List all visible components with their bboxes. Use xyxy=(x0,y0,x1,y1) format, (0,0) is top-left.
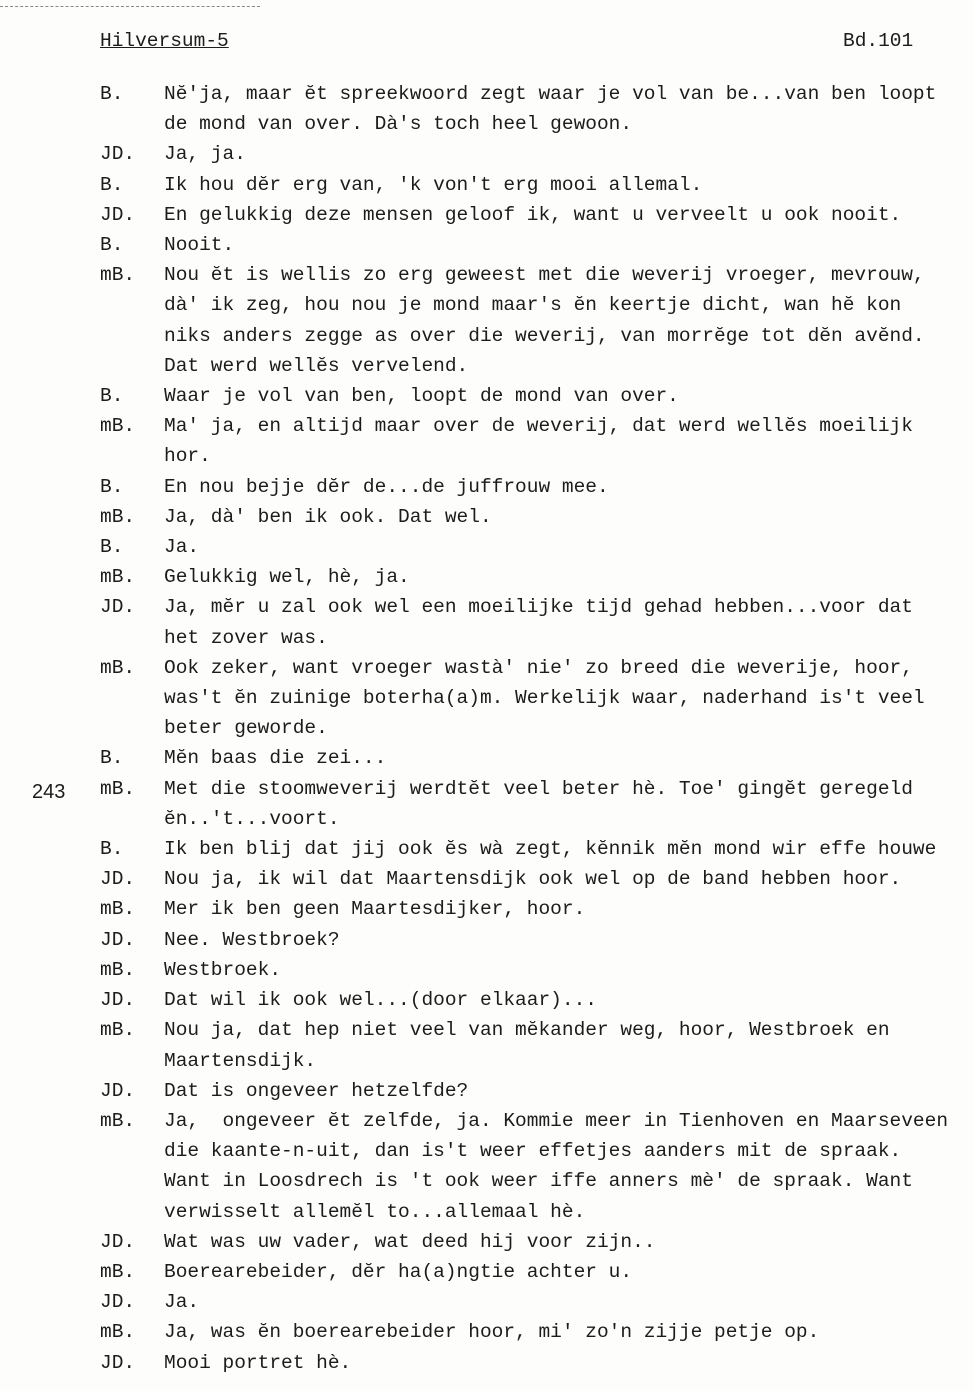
speaker-label: mB. xyxy=(100,264,136,287)
speaker-label: mB. xyxy=(100,656,136,679)
speaker-label: B. xyxy=(100,838,124,861)
utterance-line: Nou ĕt is wellis zo erg geweest met die weverij vroeger, mevrouw, xyxy=(164,264,925,287)
transcript-turn xyxy=(100,170,973,200)
transcript-turn xyxy=(100,1106,973,1227)
utterance-line: Mooi portret hè. xyxy=(164,1351,352,1374)
transcript-turn xyxy=(100,411,973,471)
transcript xyxy=(100,79,973,1378)
utterance-line: Ja, ongeveer ĕt zelfde, ja. Kommie meer in Tienhoven en Maarseveen xyxy=(164,1109,949,1132)
utterance xyxy=(164,532,973,562)
transcript-turn xyxy=(100,1227,973,1257)
speaker-label: mB. xyxy=(100,1109,136,1132)
transcript-turn xyxy=(100,1317,973,1347)
utterance xyxy=(164,1106,973,1227)
utterance-line: Ja, was ĕn boerearebeider hoor, mi' zo'n zijje petje op. xyxy=(164,1321,820,1344)
utterance-line: Ook zeker, want vroeger wastà' nie' zo breed die weverije, hoor, xyxy=(164,656,913,679)
utterance-line: Wat was uw vader, wat deed hij voor zijn.. xyxy=(164,1230,656,1253)
utterance-line: En gelukkig deze mensen geloof ik, want u verveelt u ook nooit. xyxy=(164,203,902,226)
utterance-line: Westbroek. xyxy=(164,958,282,981)
utterance xyxy=(164,411,973,471)
transcript-turn xyxy=(100,1287,973,1317)
utterance xyxy=(164,139,973,169)
utterance-line: Boerearebeider, dĕr ha(a)ngtie achter u. xyxy=(164,1260,633,1283)
utterance xyxy=(164,1348,973,1378)
utterance xyxy=(164,864,973,894)
speaker-label: B. xyxy=(100,83,124,105)
utterance xyxy=(164,1317,973,1347)
transcript-turn xyxy=(100,653,973,744)
utterance-line: Nou ja, ik wil dat Maartensdijk ook wel op de band hebben hoor. xyxy=(164,868,902,891)
utterance xyxy=(164,230,973,260)
utterance-line: Ja, dà' ben ik ook. Dat wel. xyxy=(164,505,492,528)
speaker-label: JD. xyxy=(100,928,136,951)
utterance-line: Nĕ'ja, maar ĕt spreekwoord zegt waar je vol van be...van ben loopt xyxy=(164,83,937,105)
speaker-label: B. xyxy=(100,173,124,196)
speaker-label: JD. xyxy=(100,143,136,166)
utterance-line: het zover was. xyxy=(164,626,328,649)
utterance-line: Ja. xyxy=(164,1291,200,1314)
transcript-turn xyxy=(100,502,973,532)
utterance-line: Ja, mĕr u zal ook wel een moeilijke tijd gehad hebben...voor dat xyxy=(164,596,913,619)
utterance-line: Waar je vol van ben, loopt de mond van over. xyxy=(164,385,679,408)
utterance xyxy=(164,1227,973,1257)
transcript-turn xyxy=(100,743,973,773)
utterance xyxy=(164,1015,973,1075)
utterance-line: Nee. Westbroek? xyxy=(164,928,340,951)
speaker-label: mB. xyxy=(100,415,136,438)
utterance-line: dà' ik zeg, hou nou je mond maar's ĕn keertje dicht, wan hĕ kon xyxy=(164,294,902,317)
speaker-label: mB. xyxy=(100,566,136,589)
utterance xyxy=(164,834,973,864)
utterance xyxy=(164,894,973,924)
utterance-line: die kaante-n-uit, dan is't weer effetjes aanders mit de spraak. xyxy=(164,1140,902,1163)
speaker-label: mB. xyxy=(100,958,136,981)
transcript-turn xyxy=(100,79,973,139)
utterance xyxy=(164,200,973,230)
transcript-turn xyxy=(100,562,973,592)
utterance-line: Dat wil ik ook wel...(door elkaar)... xyxy=(164,989,597,1012)
utterance xyxy=(164,1257,973,1287)
utterance xyxy=(164,1076,973,1106)
speaker-label: mB. xyxy=(100,1260,136,1283)
transcript-turn xyxy=(100,230,973,260)
utterance-line: de mond van over. Dà's toch heel gewoon. xyxy=(164,113,633,136)
transcript-turn xyxy=(100,260,973,381)
utterance-line: Dat is ongeveer hetzelfde? xyxy=(164,1079,469,1102)
utterance-line: hor. xyxy=(164,445,211,468)
utterance-line: Ja, ja. xyxy=(164,143,246,166)
transcript-turn xyxy=(100,774,973,834)
utterance-line: Nou ja, dat hep niet veel van mĕkander weg, hoor, Westbroek en xyxy=(164,1019,890,1042)
utterance xyxy=(164,592,973,652)
speaker-label: JD. xyxy=(100,203,136,226)
utterance-line: beter geworde. xyxy=(164,717,328,740)
transcript-turn xyxy=(100,139,973,169)
speaker-label: mB. xyxy=(100,1321,136,1344)
utterance-line: Want in Loosdrech is 't ook weer iffe anners mè' de spraak. Want xyxy=(164,1170,913,1193)
utterance xyxy=(164,955,973,985)
transcript-turn xyxy=(100,1257,973,1287)
speaker-label: JD. xyxy=(100,1291,136,1314)
speaker-label: B. xyxy=(100,475,124,498)
speaker-label: JD. xyxy=(100,989,136,1012)
utterance-line: Dat werd wellĕs vervelend. xyxy=(164,354,469,377)
utterance xyxy=(164,502,973,532)
utterance-line: Ja. xyxy=(164,536,200,559)
utterance-line: Ik ben blij dat jij ook ĕs wà zegt, kĕnnik mĕn mond wir effe houwe xyxy=(164,838,937,861)
page-title: Hilversum-5 xyxy=(100,30,229,52)
speaker-label: B. xyxy=(100,536,124,559)
utterance xyxy=(164,653,973,744)
utterance-line: Mĕn baas die zei... xyxy=(164,747,387,770)
utterance xyxy=(164,1287,973,1317)
utterance xyxy=(164,260,973,381)
speaker-label: mB. xyxy=(100,898,136,921)
transcript-turn xyxy=(100,381,973,411)
speaker-label: JD. xyxy=(100,868,136,891)
utterance xyxy=(164,381,973,411)
transcript-turn xyxy=(100,834,973,864)
utterance xyxy=(164,985,973,1015)
speaker-label: mB. xyxy=(100,505,136,528)
transcript-turn xyxy=(100,1015,973,1075)
speaker-label: JD. xyxy=(100,1079,136,1102)
transcript-turn xyxy=(100,592,973,652)
utterance-line: ĕn..'t...voort. xyxy=(164,807,340,830)
transcript-turn xyxy=(100,985,973,1015)
transcript-turn xyxy=(100,200,973,230)
transcript-turn xyxy=(100,894,973,924)
utterance-line: was't ĕn zuinige boterha(a)m. Werkelijk waar, naderhand is't veel xyxy=(164,687,925,710)
speaker-label: B. xyxy=(100,234,124,257)
transcript-turn xyxy=(100,925,973,955)
header-rule xyxy=(0,6,260,7)
speaker-label: JD. xyxy=(100,596,136,619)
utterance xyxy=(164,562,973,592)
utterance xyxy=(164,743,973,773)
utterance-line: Ma' ja, en altijd maar over de weverij, dat werd wellĕs moeilijk xyxy=(164,415,913,438)
utterance-line: En nou bejje dĕr de...de juffrouw mee. xyxy=(164,475,609,498)
speaker-label: JD. xyxy=(100,1351,136,1374)
utterance-line: Gelukkig wel, hè, ja. xyxy=(164,566,410,589)
utterance xyxy=(164,925,973,955)
utterance xyxy=(164,472,973,502)
speaker-label: mB. xyxy=(100,777,136,800)
utterance-line: niks anders zegge as over die weverij, van morrĕge tot dĕn avĕnd. xyxy=(164,324,925,347)
utterance-line: Nooit. xyxy=(164,234,235,257)
transcript-turn xyxy=(100,1076,973,1106)
transcript-turn xyxy=(100,1348,973,1378)
transcript-turn xyxy=(100,472,973,502)
utterance-line: Maartensdijk. xyxy=(164,1049,317,1072)
speaker-label: B. xyxy=(100,385,124,408)
speaker-label: JD. xyxy=(100,1230,136,1253)
transcript-turn xyxy=(100,955,973,985)
transcript-turn xyxy=(100,532,973,562)
speaker-label: mB. xyxy=(100,1019,136,1042)
utterance xyxy=(164,79,973,139)
utterance xyxy=(164,774,973,834)
page-number: Bd.101 xyxy=(843,30,914,52)
margin-counter: 243 xyxy=(32,781,66,803)
utterance-line: Ik hou dĕr erg van, 'k von't erg mooi allemal. xyxy=(164,173,703,196)
speaker-label: B. xyxy=(100,747,124,770)
utterance-line: verwisselt allemĕl to...allemaal hè. xyxy=(164,1200,586,1223)
utterance-line: Met die stoomweverij werdtĕt veel beter hè. Toe' gingĕt geregeld xyxy=(164,777,913,800)
utterance xyxy=(164,170,973,200)
transcript-turn xyxy=(100,864,973,894)
utterance-line: Mer ik ben geen Maartesdijker, hoor. xyxy=(164,898,586,921)
